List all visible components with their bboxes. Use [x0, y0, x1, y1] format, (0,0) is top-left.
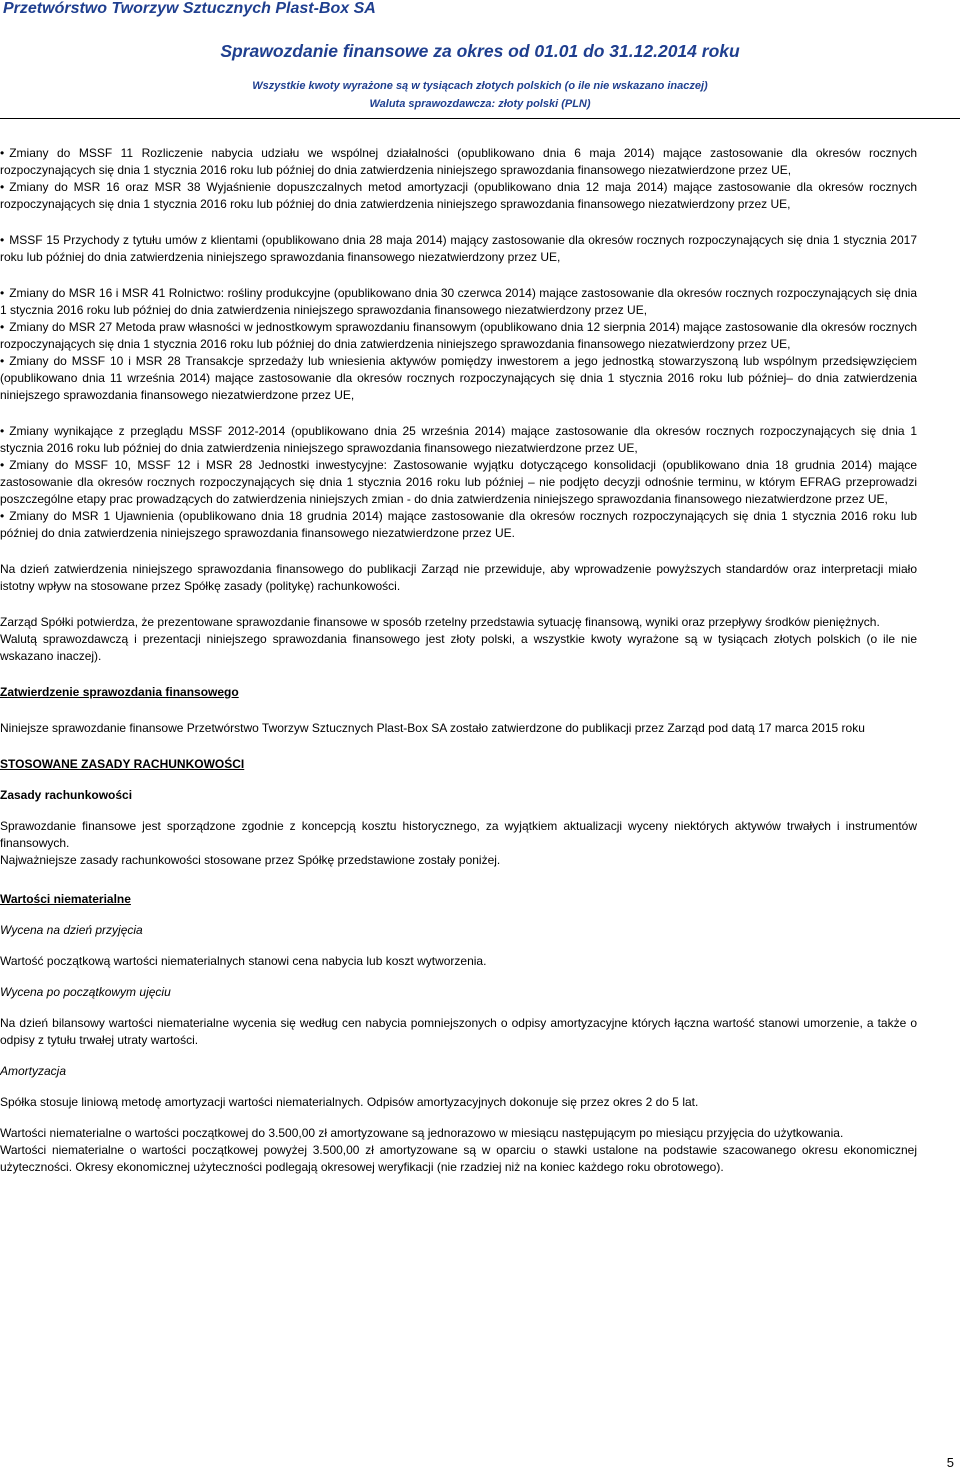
high-value-paragraph: Wartości niematerialne o wartości początkowej powyżej 3.500,00 zł amortyzowane są w oparciu o stawki ustalone na podstawie szacowanego okresu ekonomicznej użyteczności. Okresy ekonomicznej użyteczności podlegają okresowej weryfikacji (nie rzadziej niż na koniec każdego roku obrotowego). — [0, 1143, 917, 1174]
list-item: • Zmiany do MSR 1 Ujawnienia (opublikowano dnia 18 grudnia 2014) mające zastosowanie dla okresów rocznych rozpoczynających się dnia 1 stycznia 2016 roku lub później do dnia zatwierdzenia niniejszego sprawozdania finansowego niezatwierdzone przez UE. — [0, 509, 917, 540]
bullet-icon: • — [0, 233, 5, 247]
list-item: • Zmiany do MSR 27 Metoda praw własności w jednostkowym sprawozdaniu finansowym (opublikowano dnia 12 sierpnia 2014) mające zastosowanie dla okresów rocznych rozpoczynających się dnia 1 stycznia 2016 roku lub później do dnia zatwierdzenia niniejszego sprawozdania finansowego niezatwierdzony przez UE, — [0, 320, 917, 351]
low-value-paragraph: Wartości niematerialne o wartości początkowej do 3.500,00 zł amortyzowane są jednorazowo w miesiącu następującym po miesiącu przyjęcia do użytkowania. — [0, 1126, 844, 1140]
board-confirm-paragraph: Zarząd Spółki potwierdza, że prezentowane sprawozdanie finansowe w sposób rzetelny przedstawia sytuację finansową, wyniki oraz przepływy środków pieniężnych. — [0, 615, 880, 629]
bullet-icon: • — [0, 180, 5, 194]
subsequent-measurement-heading: Wycena po początkowym ujęciu — [0, 985, 171, 999]
historical-cost-paragraph: Sprawozdanie finansowe jest sporządzone zgodnie z koncepcją kosztu historycznego, za wyjątkiem aktualizacji wyceny niektórych aktywów trwałych i instrumentów finansowych. — [0, 819, 917, 850]
subsequent-measurement-paragraph: Na dzień bilansowy wartości niematerialne wycenia się według cen nabycia pomniejszonych o odpisy amortyzacyjne których łączna wartość stanowi umorzenie, a także o odpisy z tytułu trwałej utraty wartości. — [0, 1016, 917, 1047]
approval-paragraph: Niniejsze sprawozdanie finansowe Przetwórstwo Tworzyw Sztucznych Plast-Box SA zostało zatwierdzone do publikacji przez Zarząd pod datą 17 marca 2015 roku — [0, 721, 865, 735]
accounting-heading: Zasady rachunkowości — [0, 788, 133, 802]
currency-paragraph: Walutą sprawozdawczą i prezentacji niniejszego sprawozdania finansowego jest złoty polski, a wszystkie kwoty wyrażone są w tysiącach złotych polskich (o ile nie wskazano inaczej). — [0, 632, 917, 663]
bullet-icon: • — [0, 424, 5, 438]
initial-measurement-paragraph: Wartość początkową wartości niematerialnych stanowi cena nabycia lub koszt wytworzenia. — [0, 954, 487, 968]
list-item: • MSSF 15 Przychody z tytułu umów z klientami (opublikowano dnia 28 maja 2014) mający zastosowanie dla okresów rocznych rozpoczynających się dnia 1 stycznia 2017 roku lub później do dnia zatwierdzenia niniejszego sprawozdania finansowego niezatwierdzony przez UE, — [0, 233, 917, 264]
list-item: • Zmiany do MSSF 10 i MSR 28 Transakcje sprzedaży lub wniesienia aktywów pomiędzy inwestorem a jego jednostką stowarzyszoną lub wspólnym przedsięwzięciem (opublikowano dnia 11 września 2014) mające zastosowanie dla okresów rocznych rozpoczynających się dnia 1 stycznia 2016 roku lub później– do dnia zatwierdzenia niniejszego sprawozdania finansowego niezatwierdzone przez UE, — [0, 354, 917, 402]
bullet-icon: • — [0, 286, 5, 300]
currency-note: Waluta sprawozdawcza: złoty polski (PLN) — [369, 98, 591, 110]
list-item: • Zmiany do MSR 16 i MSR 41 Rolnictwo: rośliny produkcyjne (opublikowano dnia 30 czerwca 2014) mające zastosowanie dla okresów rocznych rozpoczynających się dnia 1 stycznia 2016 roku lub później do dnia zatwierdzenia niniejszego sprawozdania finansowego niezatwierdzony przez UE, — [0, 286, 917, 317]
list-item: • Zmiany do MSSF 11 Rozliczenie nabycia udziału we wspólnej działalności (opublikowano dnia 6 maja 2014) mające zastosowanie dla okresów rocznych rozpoczynających się dnia 1 stycznia 2016 roku lub później do dnia zatwierdzenia niniejszego sprawozdania finansowego niezatwierdzone przez UE, — [0, 146, 917, 177]
bullet-icon: • — [0, 509, 5, 523]
main-policies-paragraph: Najważniejsze zasady rachunkowości stosowane przez Spółkę przedstawione zostały poniżej. — [0, 853, 501, 867]
header-divider — [0, 118, 960, 119]
amortization-paragraph: Spółka stosuje liniową metodę amortyzacji wartości niematerialnych. Odpisów amortyzacyjnych dokonuje się przez okres 2 do 5 lat. — [0, 1095, 699, 1109]
amounts-note: Wszystkie kwoty wyrażone są w tysiącach złotych polskich (o ile nie wskazano inaczej) — [252, 80, 708, 92]
list-item: • Zmiany do MSR 16 oraz MSR 38 Wyjaśnienie dopuszczalnych metod amortyzacji (opublikowano dnia 12 maja 2014) mające zastosowanie dla okresów rocznych rozpoczynających się dnia 1 stycznia 2016 roku lub później do dnia zatwierdzenia niniejszego sprawozdania finansowego niezatwierdzony przez UE, — [0, 180, 917, 211]
board-forecast-paragraph: Na dzień zatwierdzenia niniejszego sprawozdania finansowego do publikacji Zarząd nie przewiduje, aby wprowadzenie powyższych standardów oraz interpretacji miało istotny wpływ na stosowane przez Spółkę zasady (politykę) rachunkowości. — [0, 562, 917, 593]
list-item: • Zmiany do MSSF 10, MSSF 12 i MSR 28 Jednostki inwestycyjne: Zastosowanie wyjątku dotyczącego konsolidacji (opublikowano dnia 18 grudnia 2014) mające zastosowanie dla okresów rocznych rozpoczynających się dnia 1 stycznia 2016 roku lub później – nie podjęto decyzji odnośnie terminu, w którym EFRAG przeprowadzi poszczególne etapy prac prowadzących do zatwierdzenia niniejszych zmian - do dnia zatwierdzenia niniejszego sprawozdania finansowego niezatwierdzone przez UE, — [0, 458, 917, 506]
company-name: Przetwórstwo Tworzyw Sztucznych Plast-Box SA — [3, 0, 376, 17]
document-body — [0, 145, 960, 1176]
policies-heading: STOSOWANE ZASADY RACHUNKOWOŚCI — [0, 757, 245, 771]
intangibles-heading: Wartości niematerialne — [0, 892, 131, 906]
bullet-icon: • — [0, 458, 5, 472]
page-number: 5 — [946, 1455, 954, 1470]
bullet-icon: • — [0, 354, 5, 368]
bullet-icon: • — [0, 320, 5, 334]
list-item: • Zmiany wynikające z przeglądu MSSF 2012-2014 (opublikowano dnia 25 września 2014) mające zastosowanie dla okresów rocznych rozpoczynających się dnia 1 stycznia 2016 roku lub później do dnia zatwierdzenia niniejszego sprawozdania finansowego niezatwierdzone przez UE, — [0, 424, 917, 455]
amortization-heading: Amortyzacja — [0, 1064, 67, 1078]
bullet-icon: • — [0, 146, 5, 160]
report-title: Sprawozdanie finansowe za okres od 01.01 do 31.12.2014 roku — [220, 41, 740, 61]
approval-heading: Zatwierdzenie sprawozdania finansowego — [0, 685, 239, 699]
initial-measurement-heading: Wycena na dzień przyjęcia — [0, 923, 143, 937]
